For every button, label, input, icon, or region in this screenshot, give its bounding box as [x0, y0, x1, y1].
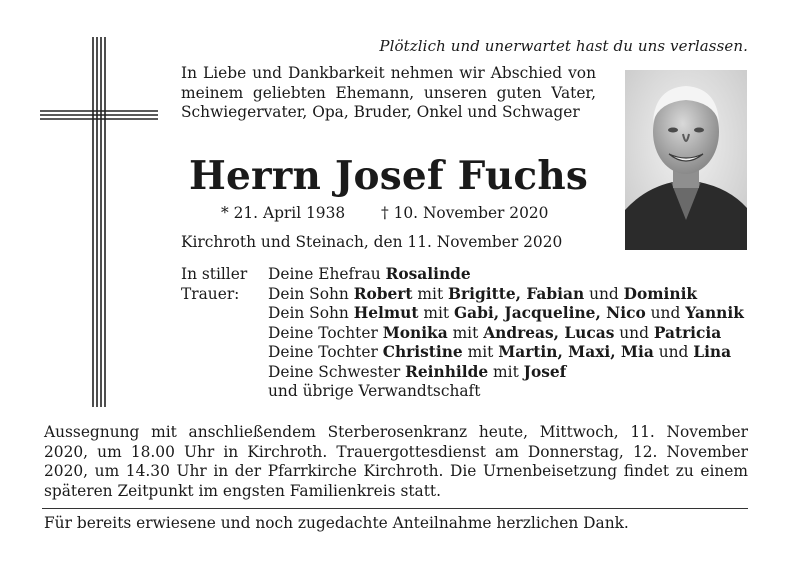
mourner-text: mit	[488, 362, 524, 381]
mourner-text: Deine Ehefrau	[268, 265, 386, 283]
mourner-line	[268, 304, 744, 324]
mourner-text: Deine Tochter	[268, 323, 383, 342]
birth-date: * 21. April 1938	[221, 204, 346, 222]
mourner-line	[268, 324, 744, 344]
mourner-name: Josef	[523, 362, 567, 381]
mourner-name: Helmut	[353, 304, 419, 322]
mourner-text: Dein Sohn	[268, 304, 354, 322]
mourner-text: mit	[462, 343, 499, 361]
motto: Plötzlich und unerwartet hast du uns verlassen.	[379, 37, 748, 55]
mourner-text: Dein Sohn	[268, 284, 354, 303]
mourner-name: Brigitte, Fabian	[448, 284, 585, 303]
mourner-line	[268, 363, 744, 383]
mourner-line	[268, 285, 744, 305]
mourner-text: Deine Tochter	[268, 343, 383, 361]
mourner-text: Deine Schwester	[268, 362, 406, 381]
deceased-name: Herrn Josef Fuchs	[188, 153, 589, 199]
mourner-name: Dominik	[623, 284, 698, 303]
mourner-text: und	[645, 304, 686, 322]
mourner-name: Yannik	[685, 304, 744, 322]
mourner-text: mit	[447, 323, 484, 342]
funeral-details: Aussegnung mit anschließendem Sterberosenkranz heute, Mittwoch, 11. November 2020, um 18.00 Uhr in Kirchroth. Trauergottesdienst am Donnerstag, 12. November 2020, um 14.30 Uhr in der Pfarrkirche Kirchroth. Die Urnenbeisetzung findet zu einem späteren Zeitpunkt im engsten Familienkreis statt.	[44, 423, 748, 500]
mourner-text: und	[614, 323, 654, 342]
mourner-name: Robert	[353, 284, 413, 303]
mourner-text: mit	[412, 284, 449, 303]
mourner-name: Martin, Maxi, Mia	[498, 343, 654, 361]
mourner-line	[268, 382, 744, 402]
mourner-name: Patricia	[653, 323, 722, 342]
intro-text: In Liebe und Dankbarkeit nehmen wir Abschied von meinem geliebten Ehemann, unseren guten Vater, Schwiegervater, Opa, Bruder, Onkel und Schwager	[181, 64, 596, 121]
mourner-text: mit	[418, 304, 454, 322]
mourners-label-line: In stiller	[181, 265, 248, 283]
mourners-list	[268, 265, 744, 402]
mourners-label	[181, 265, 247, 304]
mourner-name: Rosalinde	[385, 265, 471, 283]
thanks-text: Für bereits erwiesene und noch zugedachte Anteilnahme herzlichen Dank.	[44, 514, 629, 532]
mourner-name: Christine	[382, 343, 463, 361]
mourners-label-line: Trauer:	[181, 284, 240, 303]
mourner-line	[268, 343, 744, 363]
mourner-name: Andreas, Lucas	[483, 323, 615, 342]
divider	[42, 508, 748, 509]
mourner-name: Reinhilde	[405, 362, 489, 381]
portrait-photo	[625, 70, 747, 250]
cross-icon	[40, 37, 158, 407]
mourner-name: Lina	[693, 343, 732, 361]
mourner-text: und	[584, 284, 624, 303]
place-date: Kirchroth und Steinach, den 11. November 2020	[181, 233, 563, 251]
mourner-name: Monika	[382, 323, 448, 342]
death-date: † 10. November 2020	[381, 204, 549, 222]
mourner-text: und übrige Verwandtschaft	[268, 382, 481, 400]
mourner-line	[268, 265, 744, 285]
mourner-text: und	[653, 343, 694, 361]
mourner-name: Gabi, Jacqueline, Nico	[453, 304, 646, 322]
